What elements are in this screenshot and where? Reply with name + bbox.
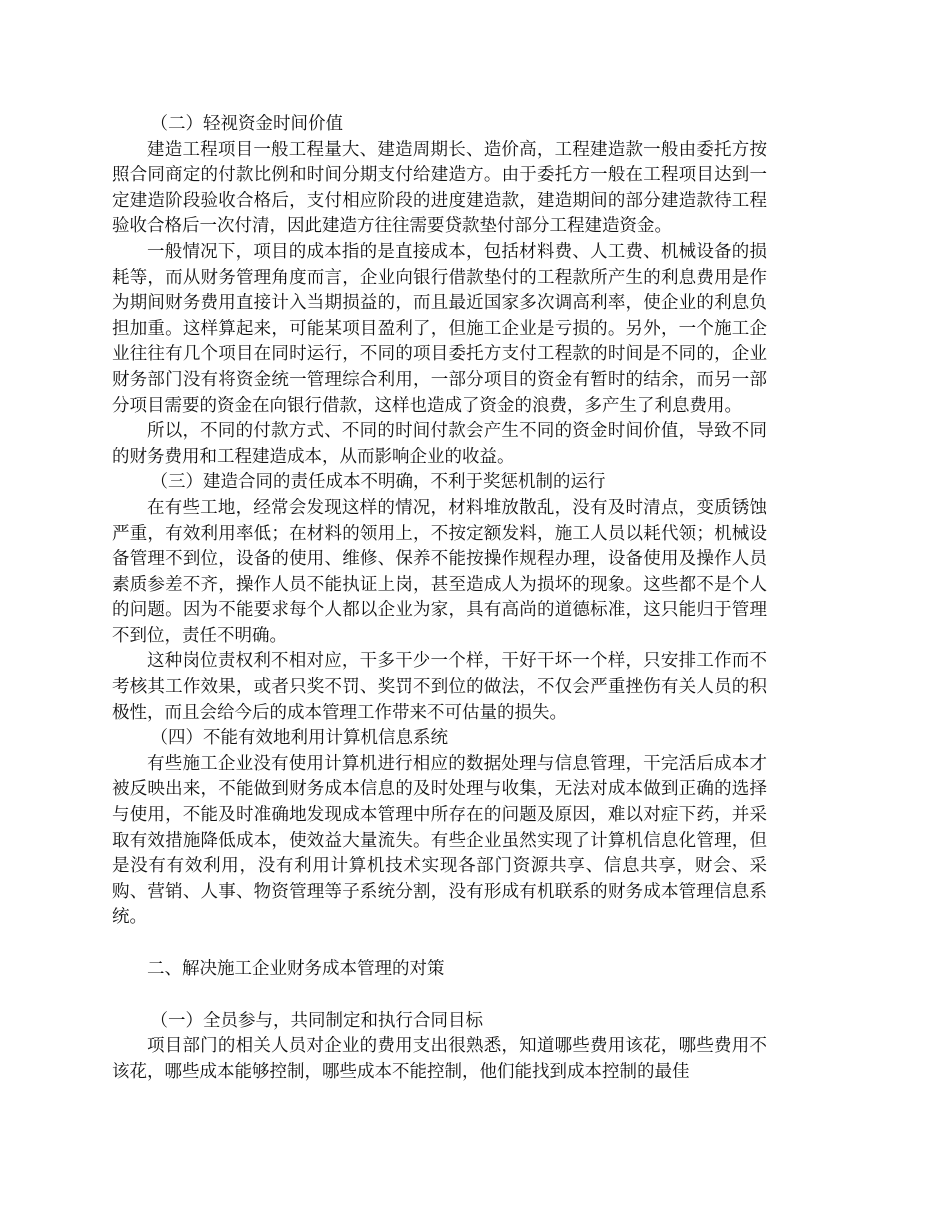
document-body	[112, 112, 767, 1085]
subsection-heading-responsibility: （三）建造合同的责任成本不明确，不利于奖惩机制的运行	[150, 472, 606, 493]
paragraph-site-management: 在有些工地，经常会发现这样的情况，材料堆放散乱，没有及时清点，变质锈蚀严重，有效利用率低；在材料的领用上，不按定额发料，施工人员以耗代领；机械设备管理不到位，设备的使用、维修、保养不能按操作规程办理，设备使用及操作人员素质参差不齐，操作人员不能执证上岗，甚至造成人为损坏的现象。这些都不是个人的问题。因为不能要求每个人都以企业为家，具有高尚的道德标准，这只能归于管理不到位，责任不明确。	[112, 497, 767, 646]
paragraph-project-staff: 项目部门的相关人员对企业的费用支出很熟悉，知道哪些费用该花，哪些费用不该花，哪些成本能够控制，哪些成本不能控制，他们能找到成本控制的最佳	[112, 1036, 767, 1082]
subsection-heading-information-system: （四）不能有效地利用计算机信息系统	[150, 728, 448, 749]
section-heading-solutions: 二、解决施工企业财务成本管理的对策	[147, 959, 445, 979]
paragraph-computer-usage: 有些施工企业没有使用计算机进行相应的数据处理与信息管理，干完活后成本才被反映出来，不能做到财务成本信息的及时处理与收集，无法对成本做到正确的选择与使用，不能及时准确地发现成本管理中所存在的问题及原因，难以对症下药，并采取有效措施降低成本，使效益大量流失。有些企业虽然实现了计算机信息化管理，但是没有有效利用，没有利用计算机技术实现各部门资源共享、信息共享，财会、采购、营销、人事、物资管理等子系统分割，没有形成有机联系的财务成本管理信息系统。	[112, 753, 767, 928]
paragraph-interest-cost: 一般情况下，项目的成本指的是直接成本，包括材料费、人工费、机械设备的损耗等，而从财务管理角度而言，企业向银行借款垫付的工程款所产生的利息费用是作为期间财务费用直接计入当期损益的，而且最近国家多次调高利率，使企业的利息负担加重。这样算起来，可能某项目盈利了，但施工企业是亏损的。另外，一个施工企业往往有几个项目在同时运行，不同的项目委托方支付工程款的时间是不同的，企业财务部门没有将资金统一管理综合利用，一部分项目的资金有暂时的结余，而另一部分项目需要的资金在向银行借款，这样也造成了资金的浪费，多产生了利息费用。	[112, 241, 767, 416]
subsection-heading-full-participation: （一）全员参与，共同制定和执行合同目标	[150, 1010, 483, 1031]
subsection-heading-time-value: （二）轻视资金时间价值	[150, 114, 343, 134]
paragraph-payment-conclusion: 所以，不同的付款方式、不同的时间付款会产生不同的资金时间价值，导致不同的财务费用和工程建造成本，从而影响企业的收益。	[112, 421, 767, 467]
paragraph-construction-payment: 建造工程项目一般工程量大、建造周期长、造价高，工程建造款一般由委托方按照合同商定的付款比例和时间分期支付给建造方。由于委托方一般在工程项目达到一定建造阶段验收合格后，支付相应阶段的进度建造款，建造期间的部分建造款待工程验收合格后一次付清，因此建造方往往需要贷款垫付部分工程建造资金。	[112, 139, 767, 237]
paragraph-accountability: 这种岗位责权利不相对应，干多干少一个样，干好干坏一个样，只安排工作而不考核其工作效果，或者只奖不罚、奖罚不到位的做法，不仅会严重挫伤有关人员的积极性，而且会给今后的成本管理工作带来不可估量的损失。	[112, 651, 767, 723]
